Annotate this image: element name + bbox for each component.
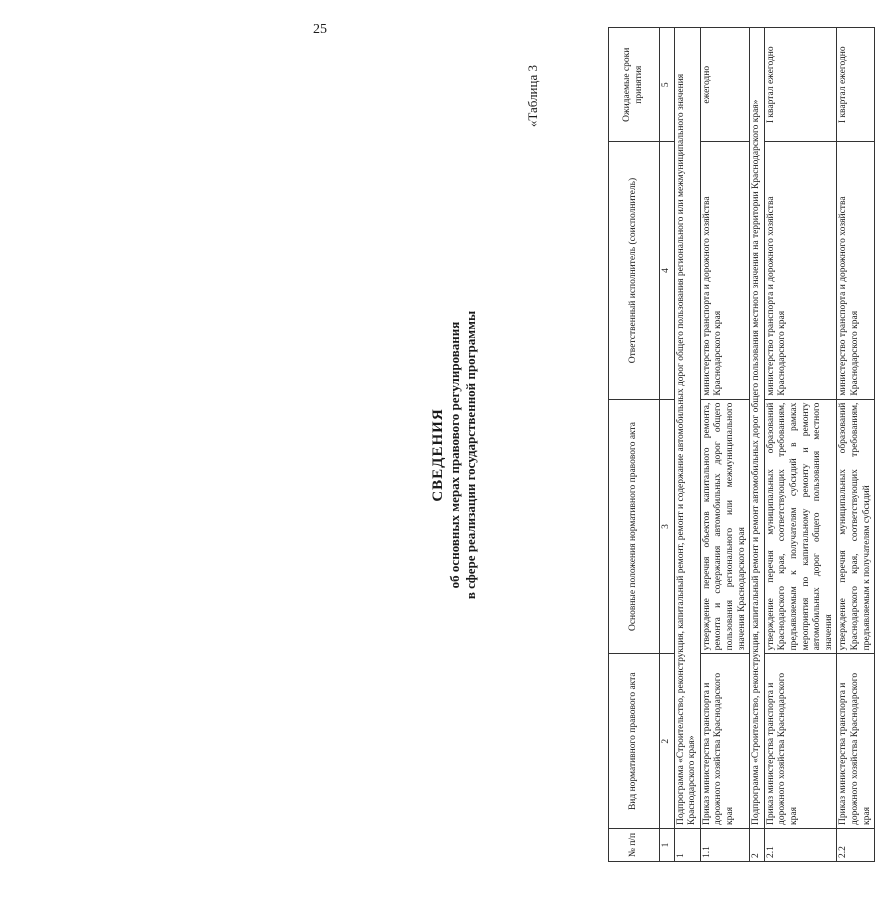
title-line-2: в сфере реализации государственной программы bbox=[463, 310, 478, 600]
header-num: № п/п bbox=[609, 828, 660, 861]
section-row bbox=[750, 28, 765, 862]
section-title: Подпрограмма «Строительство, реконструкция, капитальный ремонт, ремонт и содержание автомобильных дорог общего пользования регионального или межмуниципального значения Краснодарского края» bbox=[674, 28, 700, 829]
row-num: 2.1 bbox=[764, 828, 837, 861]
header-number-row bbox=[660, 28, 675, 862]
title-line-1: об основных мерах правового регулирования bbox=[447, 321, 462, 589]
table-reference: «Таблица 3 bbox=[525, 65, 540, 128]
row-act: Приказ министерства транспорта и дорожного хозяйства Краснодарского края bbox=[764, 654, 837, 829]
table-wrapper bbox=[190, 45, 872, 880]
row-term: I квартал ежегодно bbox=[837, 28, 875, 142]
header-number: 1 bbox=[660, 828, 675, 861]
row-executor: министерство транспорта и дорожного хозяйства Краснодарского края bbox=[700, 142, 749, 399]
page-number: 25 bbox=[313, 22, 327, 37]
header-number: 5 bbox=[660, 28, 675, 142]
row-content: утверждение перечня муниципальных образований Краснодарского края, соответствующих требованиям, предъявляемым к получателям субсидий bbox=[837, 399, 875, 654]
header-act: Вид нормативного правового акта bbox=[609, 654, 660, 829]
row-act: Приказ министерства транспорта и дорожного хозяйства Краснодарского края bbox=[700, 654, 749, 829]
row-executor: министерство транспорта и дорожного хозяйства Краснодарского края bbox=[837, 142, 875, 399]
main-table bbox=[608, 27, 875, 862]
header-number: 3 bbox=[660, 399, 675, 654]
table-row bbox=[837, 28, 875, 862]
section-row bbox=[674, 28, 700, 862]
row-executor: министерство транспорта и дорожного хозяйства Краснодарского края bbox=[764, 142, 837, 399]
header-content: Основные положения нормативного правового акта bbox=[609, 399, 660, 654]
row-term: I квартал ежегодно bbox=[764, 28, 837, 142]
header-term: Ожидаемые сроки принятия bbox=[609, 28, 660, 142]
header-number: 4 bbox=[660, 142, 675, 399]
section-title: Подпрограмма «Строительство, реконструкция, капитальный ремонт и ремонт автомобильных дорог общего пользования местного значения на территории Краснодарского края» bbox=[750, 28, 765, 829]
row-term: ежегодно bbox=[700, 28, 749, 142]
header-number: 2 bbox=[660, 654, 675, 829]
row-num: 1.1 bbox=[700, 828, 749, 861]
row-content: утверждение перечня муниципальных образований Краснодарского края, соответствующих требованиям, предъявляемым к получателям субсидий в рамках мероприятия по капитальному ремонту и ремонту автомобильных дорог общего пользования местного значения bbox=[764, 399, 837, 654]
title-main: СВЕДЕНИЯ bbox=[430, 408, 446, 502]
header-executor: Ответственный исполнитель (соисполнитель) bbox=[609, 142, 660, 399]
table-row bbox=[700, 28, 749, 862]
row-act: Приказ министерства транспорта и дорожного хозяйства Краснодарского края bbox=[837, 654, 875, 829]
section-num: 1 bbox=[674, 828, 700, 861]
section-num: 2 bbox=[750, 828, 765, 861]
row-num: 2.2 bbox=[837, 828, 875, 861]
header-row bbox=[609, 28, 660, 862]
table-row bbox=[764, 28, 837, 862]
row-content: утверждение перечня объектов капитального ремонта, ремонта и содержания автомобильных дорог общего пользования регионального или межмуниципального значения Краснодарского края bbox=[700, 399, 749, 654]
